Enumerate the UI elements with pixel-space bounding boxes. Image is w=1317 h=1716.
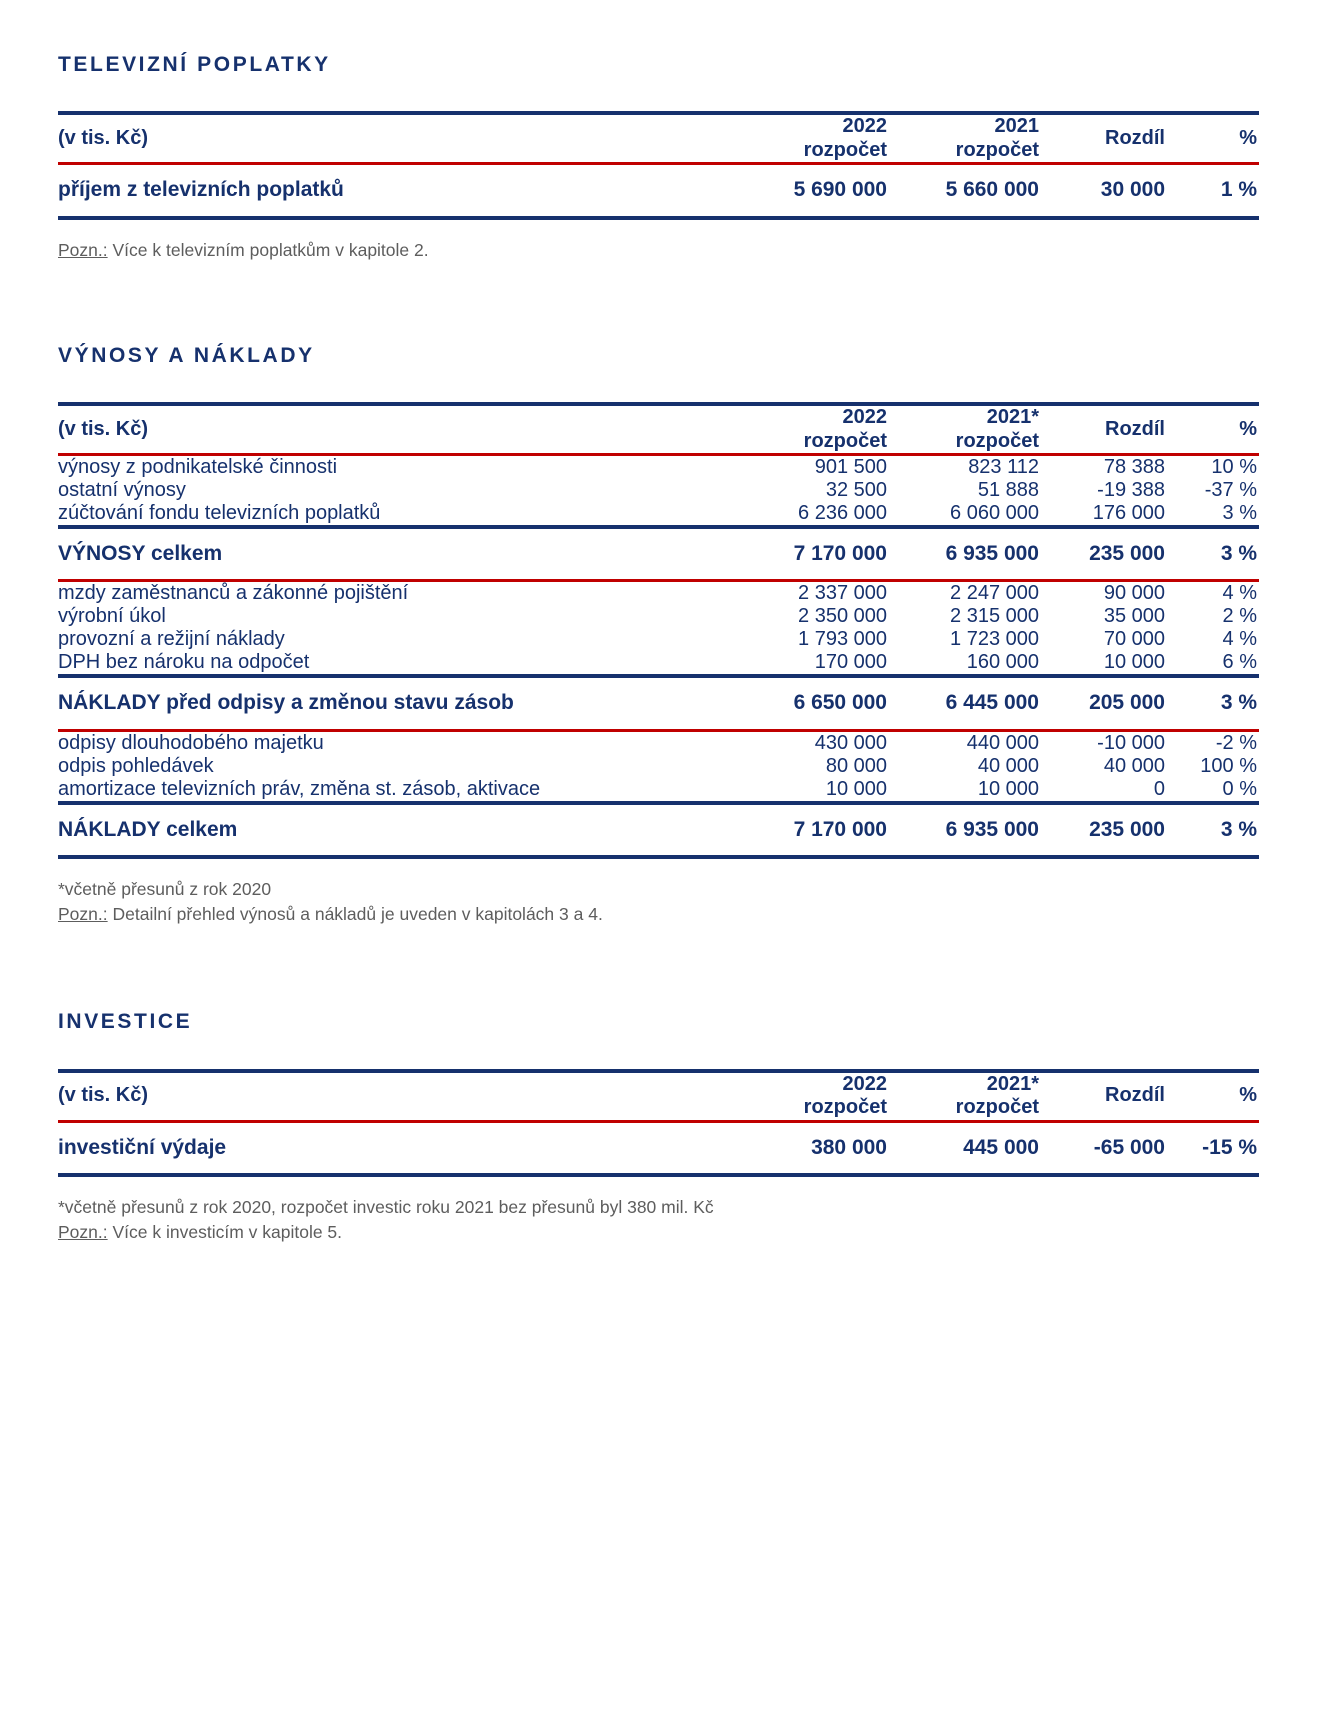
header-col-difference: Rozdíl xyxy=(1105,126,1165,149)
row-value-2021: 6 445 000 xyxy=(945,691,1039,715)
row-value-difference: 70 000 xyxy=(1103,628,1165,651)
row-label: NÁKLADY celkem xyxy=(58,817,238,841)
header-subtitle: rozpočet xyxy=(803,429,887,452)
table-row xyxy=(58,755,1259,778)
note-prefix: Pozn.: xyxy=(58,239,108,260)
row-value-2021: 10 000 xyxy=(977,777,1039,800)
note-tv-fees xyxy=(58,238,1259,263)
row-value-2022: 2 337 000 xyxy=(798,582,887,605)
header-col-percent: % xyxy=(1239,417,1257,440)
spacer xyxy=(58,77,1259,111)
row-value-2022: 901 500 xyxy=(814,456,887,479)
section-title-revenues-costs: VÝNOSY A NÁKLADY xyxy=(58,343,315,367)
row-label: mzdy zaměstnanců a zákonné pojištění xyxy=(58,582,409,605)
spacer xyxy=(58,263,1259,343)
table-header xyxy=(58,113,1259,164)
header-year: 2022 xyxy=(842,1072,887,1095)
row-value-percent: -37 % xyxy=(1204,479,1257,502)
note-text: *včetně přesunů z rok 2020 xyxy=(58,878,272,899)
row-label: výnosy z podnikatelské činnosti xyxy=(58,456,338,479)
table-row xyxy=(58,605,1259,628)
section-title-tv-fees: TELEVIZNÍ POPLATKY xyxy=(58,53,331,76)
row-value-2021: 1 723 000 xyxy=(950,628,1039,651)
spacer xyxy=(58,368,1259,402)
note-asterisk-investments xyxy=(58,1195,1259,1220)
header-col-2021 xyxy=(889,1071,1041,1122)
row-label: VÝNOSY celkem xyxy=(58,542,223,566)
header-label: (v tis. Kč) xyxy=(58,1084,149,1107)
header-year: 2022 xyxy=(842,406,887,429)
row-label: amortizace televizních práv, změna st. zásob, aktivace xyxy=(58,777,541,800)
row-value-percent: 10 % xyxy=(1211,456,1257,479)
row-value-2021: 2 247 000 xyxy=(950,582,1039,605)
row-value-2022: 380 000 xyxy=(811,1135,887,1159)
row-value-2021: 823 112 xyxy=(968,456,1039,479)
row-value-percent: 0 % xyxy=(1222,777,1257,800)
note-text: Více k televizním poplatkům v kapitole 2. xyxy=(107,239,429,260)
row-value-difference: 78 388 xyxy=(1103,456,1165,479)
header-col-2022 xyxy=(737,1071,889,1122)
row-value-2022: 6 650 000 xyxy=(793,691,887,715)
header-year: 2021 xyxy=(994,115,1039,138)
row-value-2022: 5 690 000 xyxy=(793,178,887,202)
table-row xyxy=(58,730,1259,755)
row-value-difference: 90 000 xyxy=(1103,582,1165,605)
header-col-difference: Rozdíl xyxy=(1105,1084,1165,1107)
header-subtitle: rozpočet xyxy=(803,1096,887,1119)
row-value-difference: 30 000 xyxy=(1100,178,1165,202)
row-value-2021: 445 000 xyxy=(963,1135,1039,1159)
row-value-percent: 6 % xyxy=(1222,651,1257,674)
row-value-2022: 430 000 xyxy=(814,731,887,754)
row-label: NÁKLADY před odpisy a změnou stavu zásob xyxy=(58,691,514,715)
table-header xyxy=(58,404,1259,455)
table-body xyxy=(58,455,1259,857)
note-text: Detailní přehled výnosů a nákladů je uveden v kapitolách 3 a 4. xyxy=(107,904,603,925)
header-subtitle: rozpočet xyxy=(955,138,1039,161)
row-value-percent: 4 % xyxy=(1222,628,1257,651)
header-subtitle: rozpočet xyxy=(955,1096,1039,1119)
row-label: zúčtování fondu televizních poplatků xyxy=(58,502,381,525)
table-investments xyxy=(58,1069,1259,1177)
row-value-2021: 6 935 000 xyxy=(945,817,1039,841)
row-value-2022: 6 236 000 xyxy=(798,502,887,525)
row-label: příjem z televizních poplatků xyxy=(58,178,344,202)
header-col-percent: % xyxy=(1239,1084,1257,1107)
header-row xyxy=(58,113,1259,164)
table-row-subtotal-costs xyxy=(58,676,1259,730)
row-value-percent: 1 % xyxy=(1220,178,1257,202)
row-value-difference: 10 000 xyxy=(1103,651,1165,674)
spacer xyxy=(58,1177,1259,1195)
row-value-2021: 6 935 000 xyxy=(945,542,1039,566)
table-body xyxy=(58,164,1259,218)
table-row-total-revenues xyxy=(58,527,1259,581)
spacer xyxy=(58,1035,1259,1069)
table-row xyxy=(58,455,1259,480)
row-value-percent: 4 % xyxy=(1222,582,1257,605)
row-value-difference: 35 000 xyxy=(1103,605,1165,628)
spacer xyxy=(58,859,1259,877)
row-value-2021: 51 888 xyxy=(977,479,1039,502)
row-label: provozní a režijní náklady xyxy=(58,628,285,651)
row-value-2022: 7 170 000 xyxy=(793,542,887,566)
header-year: 2021* xyxy=(986,406,1039,429)
header-label: (v tis. Kč) xyxy=(58,126,149,149)
note-asterisk-revenues xyxy=(58,877,1259,902)
header-subtitle: rozpočet xyxy=(803,138,887,161)
row-value-difference: -19 388 xyxy=(1097,479,1165,502)
header-col-2021 xyxy=(889,113,1041,164)
table-revenues-costs xyxy=(58,402,1259,859)
spacer xyxy=(58,220,1259,238)
row-value-2022: 2 350 000 xyxy=(798,605,887,628)
row-value-2021: 440 000 xyxy=(966,731,1039,754)
section-title-investments: INVESTICE xyxy=(58,1010,193,1034)
row-value-2021: 40 000 xyxy=(977,754,1039,777)
row-value-difference: 205 000 xyxy=(1089,691,1165,715)
row-value-difference: -10 000 xyxy=(1097,731,1165,754)
row-value-2022: 80 000 xyxy=(825,754,887,777)
row-value-percent: 100 % xyxy=(1200,754,1257,777)
table-row xyxy=(58,164,1259,218)
note-text: Více k investicím v kapitole 5. xyxy=(107,1222,343,1243)
row-value-percent: 3 % xyxy=(1220,817,1257,841)
note-text: *včetně přesunů z rok 2020, rozpočet investic roku 2021 bez přesunů byl 380 mil. Kč xyxy=(58,1196,714,1217)
header-subtitle: rozpočet xyxy=(955,429,1039,452)
row-value-2022: 1 793 000 xyxy=(798,628,887,651)
row-label: výrobní úkol xyxy=(58,605,166,628)
table-row-total-costs xyxy=(58,803,1259,857)
row-label: odpisy dlouhodobého majetku xyxy=(58,731,324,754)
row-value-difference: -65 000 xyxy=(1093,1135,1165,1159)
header-col-difference: Rozdíl xyxy=(1105,417,1165,440)
table-row xyxy=(58,1121,1259,1175)
table-row xyxy=(58,479,1259,502)
table-row xyxy=(58,628,1259,651)
header-label: (v tis. Kč) xyxy=(58,417,149,440)
note-revenues-costs xyxy=(58,902,1259,927)
row-value-percent: 2 % xyxy=(1222,605,1257,628)
row-value-difference: 235 000 xyxy=(1089,817,1165,841)
row-value-2022: 32 500 xyxy=(825,479,887,502)
header-col-2022 xyxy=(737,404,889,455)
note-prefix: Pozn.: xyxy=(58,1222,108,1243)
header-year: 2022 xyxy=(842,115,887,138)
spacer xyxy=(58,927,1259,1009)
row-value-difference: 0 xyxy=(1153,777,1165,800)
row-value-2021: 5 660 000 xyxy=(945,178,1039,202)
row-value-difference: 40 000 xyxy=(1103,754,1165,777)
row-value-percent: -15 % xyxy=(1202,1135,1257,1159)
row-value-difference: 176 000 xyxy=(1092,502,1165,525)
header-row xyxy=(58,1071,1259,1122)
row-label: DPH bez nároku na odpočet xyxy=(58,651,310,674)
header-col-2021 xyxy=(889,404,1041,455)
row-value-percent: -2 % xyxy=(1215,731,1257,754)
row-label: investiční výdaje xyxy=(58,1135,227,1159)
header-row xyxy=(58,404,1259,455)
table-body xyxy=(58,1121,1259,1175)
table-row xyxy=(58,778,1259,803)
header-col-2022 xyxy=(737,113,889,164)
note-prefix: Pozn.: xyxy=(58,904,108,925)
row-value-2022: 170 000 xyxy=(814,651,887,674)
row-label: ostatní výnosy xyxy=(58,479,186,502)
row-value-2021: 160 000 xyxy=(966,651,1039,674)
row-label: odpis pohledávek xyxy=(58,754,214,777)
row-value-2022: 7 170 000 xyxy=(793,817,887,841)
row-value-2021: 2 315 000 xyxy=(950,605,1039,628)
row-value-difference: 235 000 xyxy=(1089,542,1165,566)
row-value-percent: 3 % xyxy=(1222,502,1257,525)
table-header xyxy=(58,1071,1259,1122)
table-tv-fees xyxy=(58,111,1259,219)
row-value-2021: 6 060 000 xyxy=(950,502,1039,525)
table-row xyxy=(58,651,1259,676)
note-investments xyxy=(58,1220,1259,1245)
row-value-percent: 3 % xyxy=(1220,542,1257,566)
table-row xyxy=(58,581,1259,606)
row-value-percent: 3 % xyxy=(1220,691,1257,715)
table-row xyxy=(58,502,1259,527)
header-year: 2021* xyxy=(986,1072,1039,1095)
header-col-percent: % xyxy=(1239,126,1257,149)
row-value-2022: 10 000 xyxy=(825,777,887,800)
